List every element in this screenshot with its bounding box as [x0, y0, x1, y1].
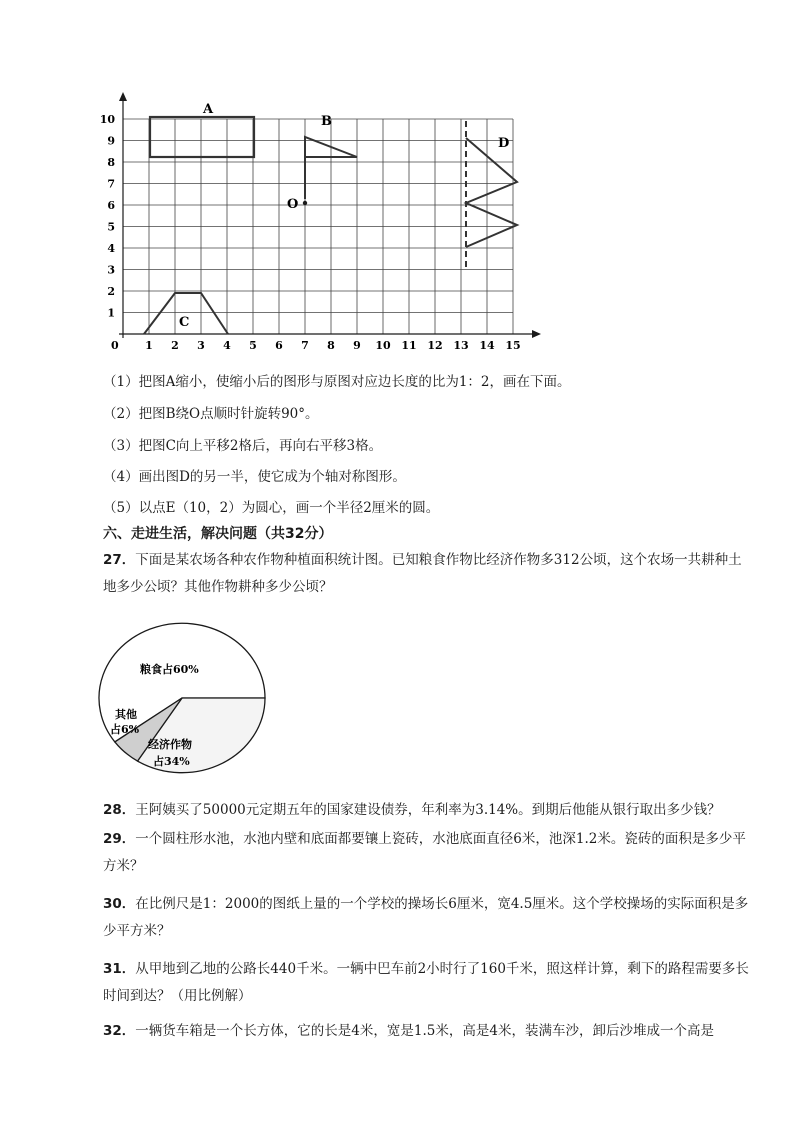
problem-number: 30． — [103, 896, 136, 912]
shape-b-label: B — [321, 114, 332, 129]
y-axis — [119, 92, 127, 338]
shape-a-label: A — [203, 102, 214, 117]
x-tick-label: 0 — [111, 339, 119, 352]
problem-30 — [103, 891, 753, 945]
shape-d-label: D — [498, 136, 510, 151]
y-tick-label: 5 — [107, 220, 115, 234]
point-o-label: O — [287, 197, 299, 212]
coordinate-grid-figure — [95, 88, 545, 358]
x-tick-label: 5 — [249, 339, 257, 352]
problem-text: 王阿姨买了50000元定期五年的国家建设债券，年利率为3.14%。到期后他能从银行取出多少钱？ — [135, 802, 721, 818]
slice-label-other-line1: 其他 — [115, 708, 137, 721]
problem-28 — [103, 797, 753, 824]
problem-32 — [103, 1018, 753, 1045]
y-tick-label: 3 — [107, 263, 115, 277]
y-tick-label: 7 — [107, 177, 115, 191]
y-tick-labels — [100, 113, 116, 320]
task-5: （5）以点E（10，2）为圆心，画一个半径2厘米的圆。 — [103, 500, 440, 516]
slice-label-economic-line1: 经济作物 — [148, 738, 192, 751]
problem-number: 27． — [103, 552, 136, 568]
shape-d-half-figure — [466, 138, 517, 247]
grid-lines — [123, 119, 513, 334]
problem-number: 32． — [103, 1023, 136, 1039]
y-tick-label: 4 — [107, 242, 115, 255]
shape-a-rectangle — [150, 117, 254, 157]
problem-number: 29． — [103, 831, 136, 847]
point-o — [303, 201, 307, 205]
x-tick-label: 13 — [453, 339, 469, 352]
problem-27 — [103, 547, 753, 601]
task-4: （4）画出图D的另一半，使它成为个轴对称图形。 — [103, 469, 406, 485]
problem-number: 28． — [103, 802, 136, 818]
x-axis — [119, 330, 541, 338]
x-tick-label: 15 — [505, 339, 521, 352]
slice-label-other-line2: 占6% — [110, 723, 140, 736]
problem-31 — [103, 956, 753, 1010]
y-tick-label: 6 — [107, 199, 115, 212]
x-tick-labels — [111, 339, 521, 352]
x-tick-label: 12 — [427, 339, 443, 352]
pie-chart — [95, 620, 275, 780]
x-tick-label: 7 — [301, 339, 309, 352]
task-1: （1）把图A缩小，使缩小后的图形与原图对应边长度的比为1：2，画在下面。 — [103, 374, 571, 390]
x-tick-label: 8 — [327, 339, 335, 352]
x-tick-label: 4 — [223, 339, 231, 352]
problem-text: 从甲地到乙地的公路长440千米。一辆中巴车前2小时行了160千米，照这样计算，剩下的路程需要多长时间到达？（用比例解） — [103, 961, 749, 1004]
problem-29 — [103, 826, 753, 880]
task-2: （2）把图B绕O点顺时针旋转90°。 — [103, 406, 319, 422]
x-tick-label: 14 — [479, 339, 495, 352]
x-tick-label: 10 — [375, 339, 391, 352]
x-tick-label: 6 — [275, 339, 283, 352]
y-tick-label: 10 — [99, 113, 115, 126]
x-tick-label: 9 — [353, 339, 361, 352]
x-tick-label: 3 — [197, 339, 205, 352]
problem-number: 31． — [103, 961, 136, 977]
y-tick-label: 8 — [107, 156, 115, 169]
problem-text: 一个圆柱形水池，水池内壁和底面都要镶上瓷砖，水池底面直径6米，池深1.2米。瓷砖的面积是多少平方米？ — [103, 831, 746, 874]
section-title: 六、走进生活，解决问题（共32分） — [103, 526, 333, 542]
task-3: （3）把图C向上平移2格后，再向右平移3格。 — [103, 438, 383, 454]
problem-text: 一辆货车箱是一个长方体，它的长是4米，宽是1.5米，高是4米，装满车沙，卸后沙堆成一个高是 — [135, 1023, 714, 1039]
shape-c-label: C — [179, 315, 190, 330]
problem-text: 下面是某农场各种农作物种植面积统计图。已知粮食作物比经济作物多312公顷，这个农场一共耕种土地多少公顷？其他作物耕种多少公顷？ — [103, 552, 742, 595]
slice-label-economic-line2: 占34% — [153, 755, 190, 768]
y-tick-label: 9 — [107, 134, 115, 148]
slice-label-grain: 粮食占60% — [140, 663, 199, 676]
y-tick-label: 1 — [107, 306, 115, 320]
problem-text: 在比例尺是1：2000的图纸上量的一个学校的操场长6厘米，宽4.5厘米。这个学校操场的实际面积是多少平方米？ — [103, 896, 749, 939]
x-tick-label: 1 — [145, 339, 153, 352]
y-tick-label: 2 — [107, 285, 115, 298]
x-tick-label: 11 — [401, 339, 417, 352]
x-tick-label: 2 — [171, 339, 179, 352]
